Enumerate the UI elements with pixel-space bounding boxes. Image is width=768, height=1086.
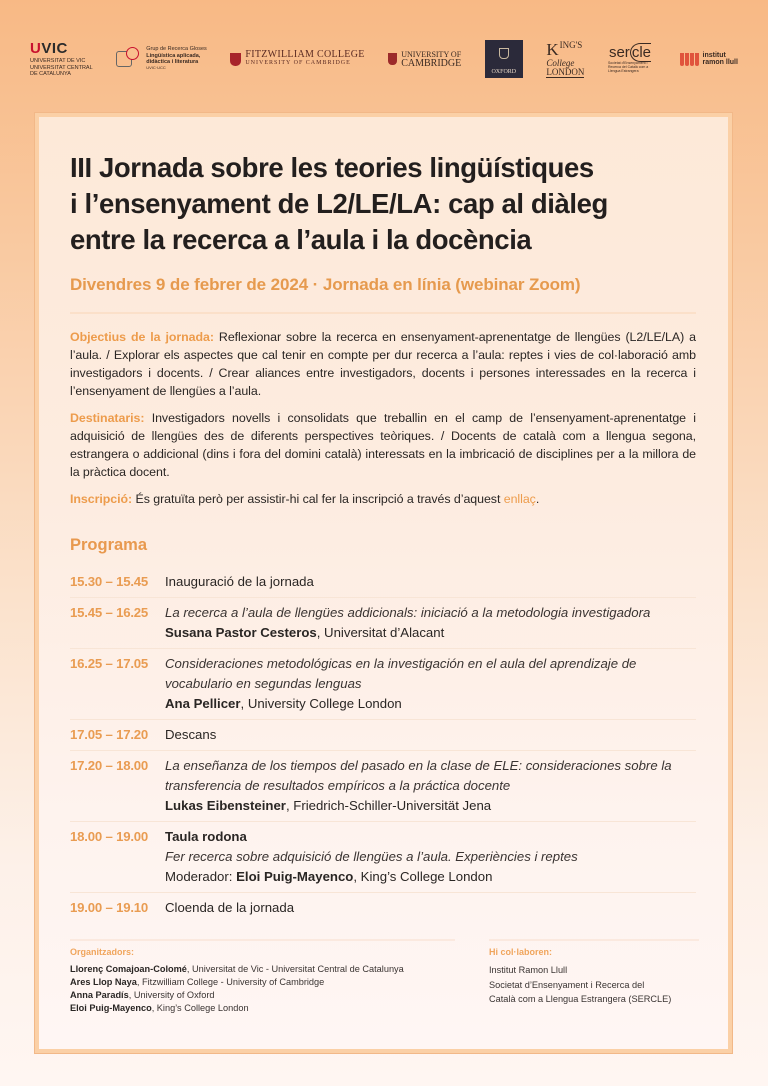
objectius-label: Objectius de la jornada: [70,330,214,344]
organizers-heading: Organitzadors: [70,947,135,957]
speaker-name: Lukas Eibensteiner [165,798,286,813]
speaker-name: Eloi Puig-Mayenco [236,869,354,884]
organizer-item: Eloi Puig-Mayenco, King’s College London [70,1003,249,1013]
talk-title: Consideraciones metodológicas en la investigación en el aula del aprendizaje de vocabulario en segundas lenguas [165,656,637,691]
credits-footer [70,939,698,1015]
objectius-paragraph: Objectius de la jornada: Reflexionar sobre la recerca en ensenyament-aprenentatge de llengües (L2/LE/LA) a l’aula. / Explorar els aspectes que cal tenir en compte per dur recerca a l’aula: reptes i vies de col·laboració amb investigadors i docents. / Crear aliances entre investigadors, docents i persones interessades en la recerca i l’ensenyament de llengües a l’aula. [70,330,696,398]
gloses-logo: Grup de Recerca Gloses Lingüística aplicada, didàctica i literatura UVIC·UCC [116,46,207,71]
program-time: 16.25 – 17.05 [70,656,149,671]
partner-logos-bar [30,38,738,80]
inscripcio-label: Inscripció: [70,492,133,506]
fitzwilliam-logo: FITZWILLIAM COLLEGE UNIVERSITY OF CAMBRIDGE [230,50,364,68]
talk-title: La enseñanza de los tiempos del pasado en la clase de ELE: consideraciones sobre la transferencia de resultados empíricos a la práctica docente [165,758,672,793]
kings-college-logo: K ING'S College LONDON [546,39,585,77]
divider [70,939,455,941]
program-time: 17.05 – 17.20 [70,727,149,742]
collaborator-item: Societat d’Ensenyament i Recerca del [489,979,645,990]
program-row: 19.00 – 19.10 Cloenda de la jornada [70,892,696,923]
cambridge-logo: UNIVERSITY OF CAMBRIDGE [388,50,461,68]
uvic-logo: UVIC UNIVERSITAT DE VIC UNIVERSITAT CENTRAL DE CATALUNYA [30,40,93,78]
program-row: 17.05 – 17.20 Descans [70,719,696,750]
program-row: 17.20 – 18.00 La enseñanza de los tiempos del pasado en la clase de ELE: consideraciones sobre la transferencia de resultados empíricos a la práctica docente Lukas Eibensteiner, Friedrich-Schiller-Universität Jena [70,750,696,821]
program-row: 16.25 – 17.05 Consideraciones metodológicas en la investigación en el aula del aprendizaje de vocabulario en segundas lenguas Ana Pellicer, University College London [70,648,696,719]
institut-ramon-llull-logo: institut ramon llull [680,52,738,67]
registration-link[interactable]: enllaç [503,492,536,506]
inscripcio-paragraph: Inscripció: És gratuïta però per assistir-hi cal fer la inscripció a través d’aquest enllaç. [70,492,540,506]
collaborators-section [489,939,699,1015]
sercle-logo: ser cle Societat d'Ensenyament i Recerca del Català com a Llengua Estrangera [607,44,651,73]
irl-mark-icon [680,53,699,66]
destinataris-label: Destinataris: [70,411,145,425]
speaker-name: Ana Pellicer [165,696,241,711]
talk-title: La recerca a l’aula de llengües addicionals: iniciació a la metodologia investigadora [165,605,651,620]
program-time: 17.20 – 18.00 [70,758,149,773]
speaker-name: Susana Pastor Cesteros [165,625,317,640]
collaborator-item: Català com a Llengua Estrangera (SERCLE) [489,994,672,1004]
organizer-item: Anna Paradís, University of Oxford [70,990,215,1000]
organizer-item: Ares Llop Naya, Fitzwilliam College - University of Cambridge [70,977,325,987]
program-time: 19.00 – 19.10 [70,900,149,915]
talk-title: Fer recerca sobre adquisició de llengües a l’aula. Experiències i reptes [165,849,578,864]
program-row: 18.00 – 19.00 Taula rodona Fer recerca sobre adquisició de llengües a l’aula. Experiències i reptes Moderador: Eloi Puig-Mayenco, King’s College London [70,821,696,892]
oxford-logo: OXFORD [485,40,523,78]
program-time: 15.30 – 15.45 [70,574,149,589]
collaborators-heading: Hi col·laboren: [489,947,553,957]
event-date-subtitle: Divendres 9 de febrer de 2024 · Jornada en línia (webinar Zoom) [70,275,581,294]
fitzwilliam-crest-icon [230,53,241,66]
program-row: 15.30 – 15.45 Inauguració de la jornada [70,567,696,597]
program-time: 18.00 – 19.00 [70,829,149,844]
organizers-section [70,939,455,1015]
gloses-icon [116,51,132,67]
program-list [70,567,696,923]
page-title: III Jornada sobre les teories lingüístiques i l’ensenyament de L2/LE/LA: cap al diàleg entre la recerca a l’aula i la docència [70,152,608,255]
program-heading: Programa [70,536,148,554]
divider [489,939,699,941]
divider [70,312,696,314]
program-row: 15.45 – 16.25 La recerca a l’aula de llengües addicionals: iniciació a la metodologia investigadora Susana Pastor Cesteros, Universitat d’Alacant [70,597,696,648]
collaborator-item: Institut Ramon Llull [489,965,568,975]
destinataris-paragraph: Destinataris: Investigadors novells i consolidats que treballin en el camp de l’ensenyament-aprenentatge i adquisició de llengües des de diferents perspectives teòriques. / Docents de català com a llengua segona, estrangera o addicional (dins i fora del domini català) interessats en la imbricació de disciplines per a la millora de la pràctica docent. [70,411,696,479]
program-time: 15.45 – 16.25 [70,605,149,620]
oxford-crest-icon [499,48,509,59]
cambridge-crest-icon [388,53,397,65]
organizer-item: Llorenç Comajoan-Colomé, Universitat de Vic - Universitat Central de Catalunya [70,964,404,974]
poster-card [35,113,732,1053]
